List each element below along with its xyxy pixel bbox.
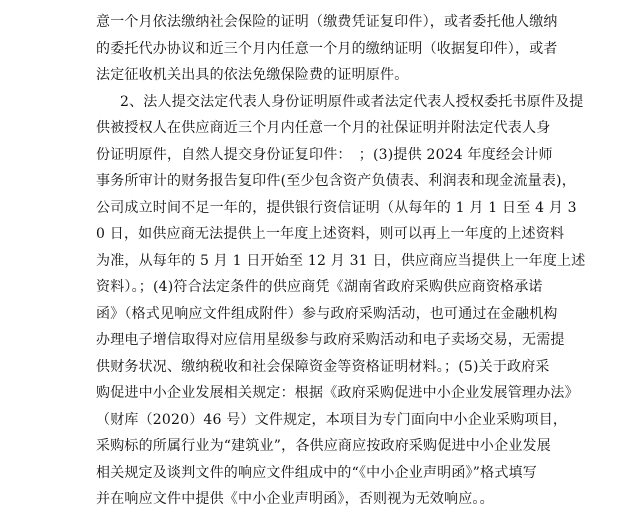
text-line: 办理电子增信取得对应信用星级参与政府采购活动和电子卖场交易，无需提 [96, 332, 565, 348]
text-line: 供被授权人在供应商近三个月内任意一个月的社保证明并附法定代表人身 [96, 120, 551, 136]
text-line: 0 日，如供应商无法提供上一年度上述资料，则可以再上一年度的上述资料 [96, 226, 565, 242]
text-line: 公司成立时间不足一年的，提供银行资信证明（从每年的 1 月 1 日至 4 月 3 [96, 199, 577, 216]
text-line: 的委托代办协议和近三个月内任意一个月的缴纳证明（收据复印件），或者 [96, 40, 558, 57]
text-line: （财库（2020）46 号）文件规定，本项目为专门面向中小企业采购项目， [96, 411, 568, 428]
text-line: 并在响应文件中提供《中小企业声明函》，否则视为无效响应。。 [96, 491, 494, 507]
text-line: 2、法人提交法定代表人身份证明原件或者法定代表人授权委托书原件及提 [120, 93, 584, 110]
text-line: 函》（格式见响应文件组成附件）参与政府采购活动，也可通过在金融机构 [96, 305, 558, 322]
text-line: 资料）。；(4)符合法定条件的供应商凭《湖南省政府采购供应商资格承诺 [96, 279, 543, 295]
text-line: 事务所审计的财务报告复印件(至少包含资产负债表、利润表和现金流量表)， [96, 173, 576, 189]
text-line: 供财务状况、缴纳税收和社会保障资金等资格证明材料。；(5)关于政府采 [96, 358, 550, 375]
text-line: 为准，从每年的 5 月 1 日开始至 12 月 31 日，供应商应当提供上一年度上述 [96, 252, 586, 269]
text-line: 份证明原件，自然人提交身份证复印件： ；(3)提供 2024 年度经会计师 [96, 146, 553, 163]
text-line: 意一个月依法缴纳社会保险的证明（缴费凭证复印件），或者委托他人缴纳 [96, 14, 558, 30]
text-line: 购促进中小企业发展相关规定：根据《政府采购促进中小企业发展管理办法》 [96, 385, 579, 401]
text-line: 法定征收机关出具的依法免缴保险费的证明原件。 [96, 67, 409, 83]
text-line: 相关规定及谈判文件的响应文件组成中的“《中小企业声明函》”格式填写 [96, 464, 537, 481]
text-line: 采购标的所属行业为“建筑业”，各供应商应按政府采购促进中小企业发展 [96, 438, 551, 454]
